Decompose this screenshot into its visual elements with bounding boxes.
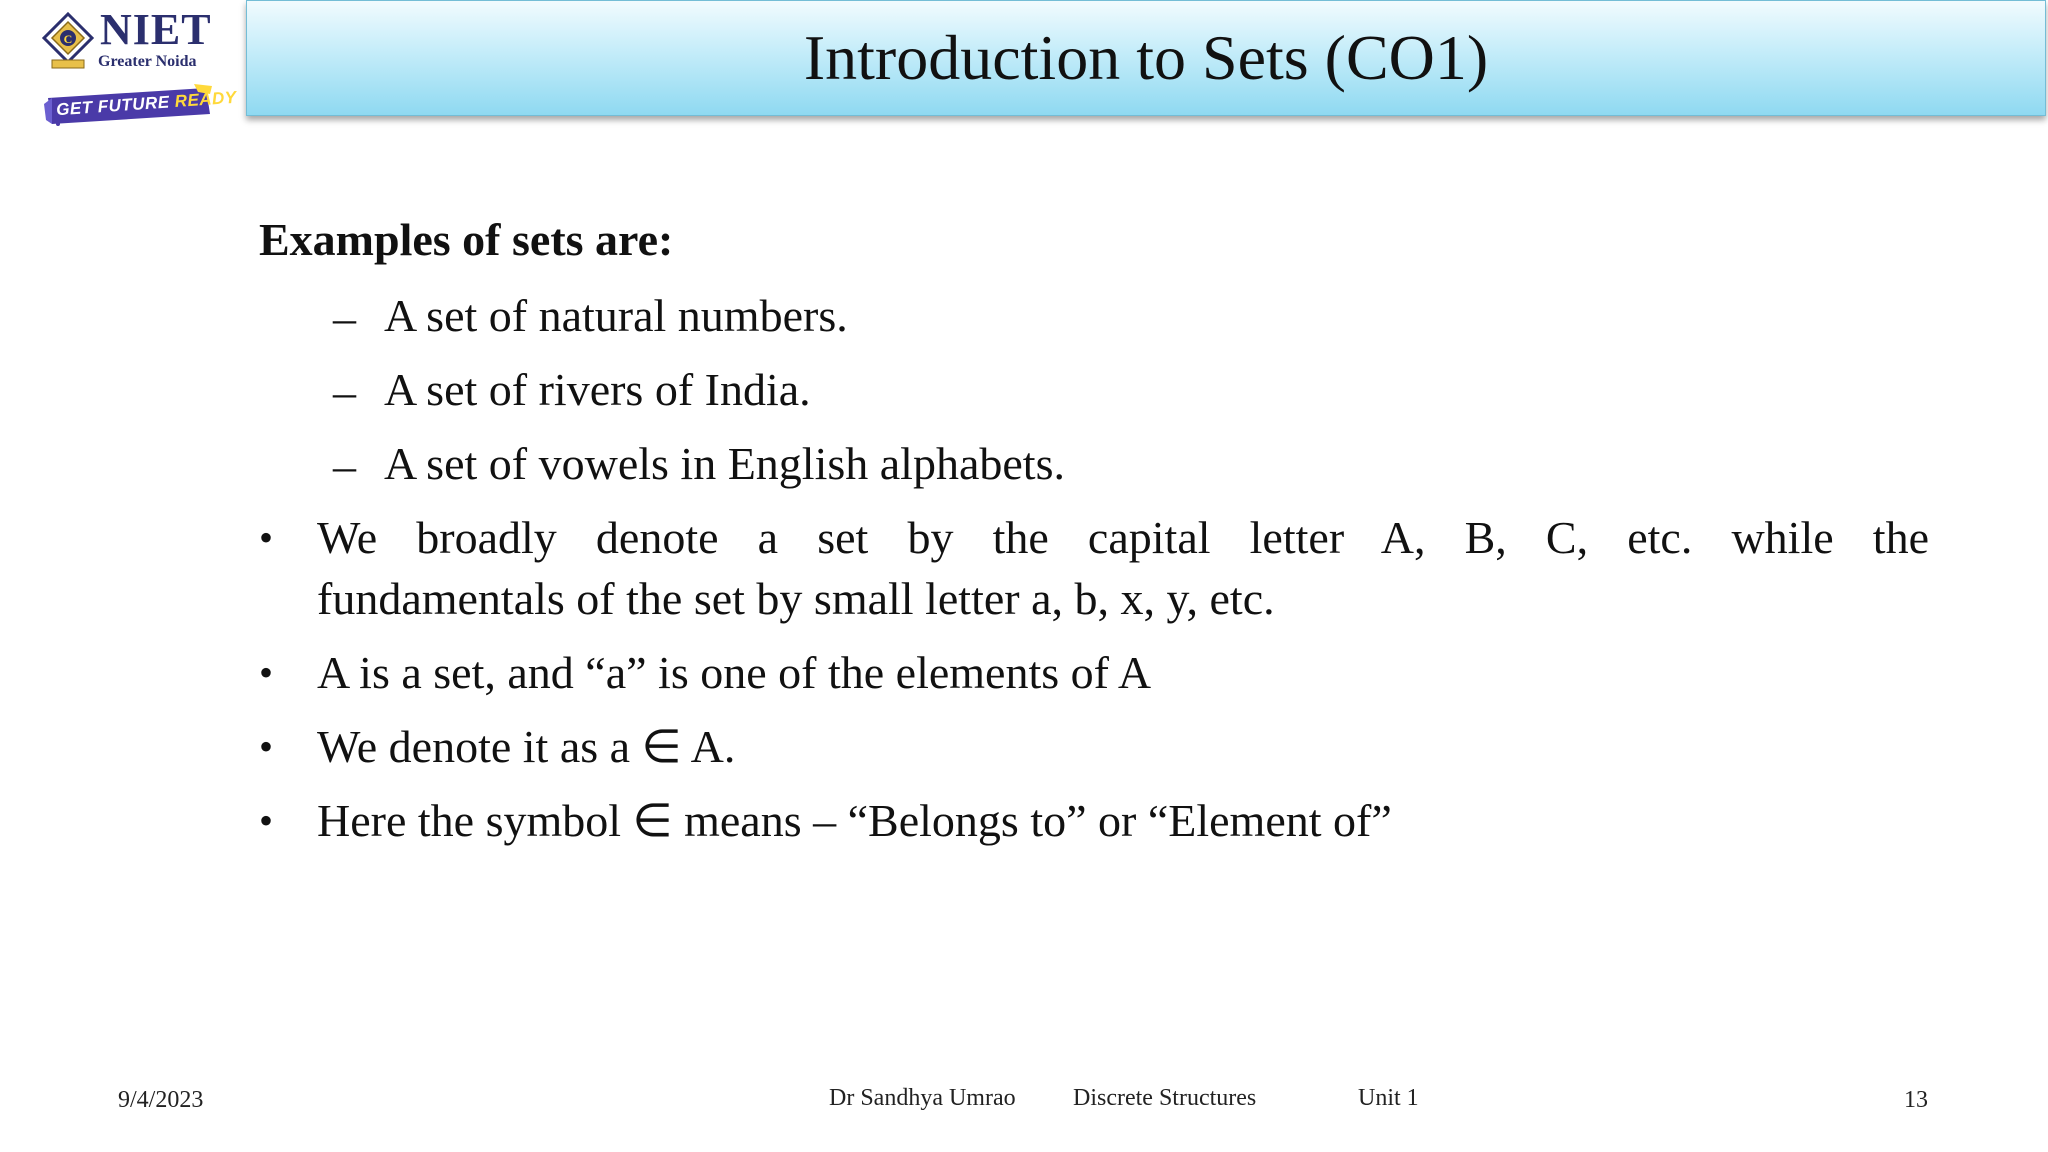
sub-item: A set of vowels in English alphabets. <box>384 438 1065 489</box>
logo-location: Greater Noida <box>98 53 197 70</box>
bullet-text-line1: We broadly denote a set by the capital letter A, B, C, etc. while the <box>317 512 1929 563</box>
bullet-text: Here the symbol ∈ means – “Belongs to” or “Element of” <box>317 795 1392 846</box>
dash-marker: – <box>333 440 356 491</box>
dash-marker: – <box>333 292 356 343</box>
logo-tagline: GET FUTURE READY <box>55 87 238 120</box>
bullet-marker: • <box>259 724 274 769</box>
footer-date: 9/4/2023 <box>118 1087 204 1113</box>
bullet-marker: • <box>259 798 274 843</box>
footer-page-number: 13 <box>1904 1087 1928 1113</box>
footer-author: Dr Sandhya Umrao <box>829 1085 1016 1111</box>
bullet-text: We denote it as a ∈ A. <box>317 721 736 772</box>
sub-item: A set of rivers of India. <box>384 364 811 415</box>
dash-marker: – <box>333 366 356 417</box>
footer-unit: Unit 1 <box>1358 1085 1419 1111</box>
bullet-text-line2: fundamentals of the set by small letter a, b, x, y, etc. <box>317 573 1275 624</box>
bullet-marker: • <box>259 515 274 560</box>
slide-title: Introduction to Sets (CO1) <box>803 22 1489 93</box>
logo-name: NIET <box>100 5 212 54</box>
svg-text:C: C <box>63 32 73 46</box>
examples-heading: Examples of sets are: <box>259 214 674 265</box>
bullet-text: A is a set, and “a” is one of the elements of A <box>317 647 1152 698</box>
footer-course: Discrete Structures <box>1073 1085 1257 1111</box>
sub-item: A set of natural numbers. <box>384 290 848 341</box>
bullet-marker: • <box>259 650 274 695</box>
